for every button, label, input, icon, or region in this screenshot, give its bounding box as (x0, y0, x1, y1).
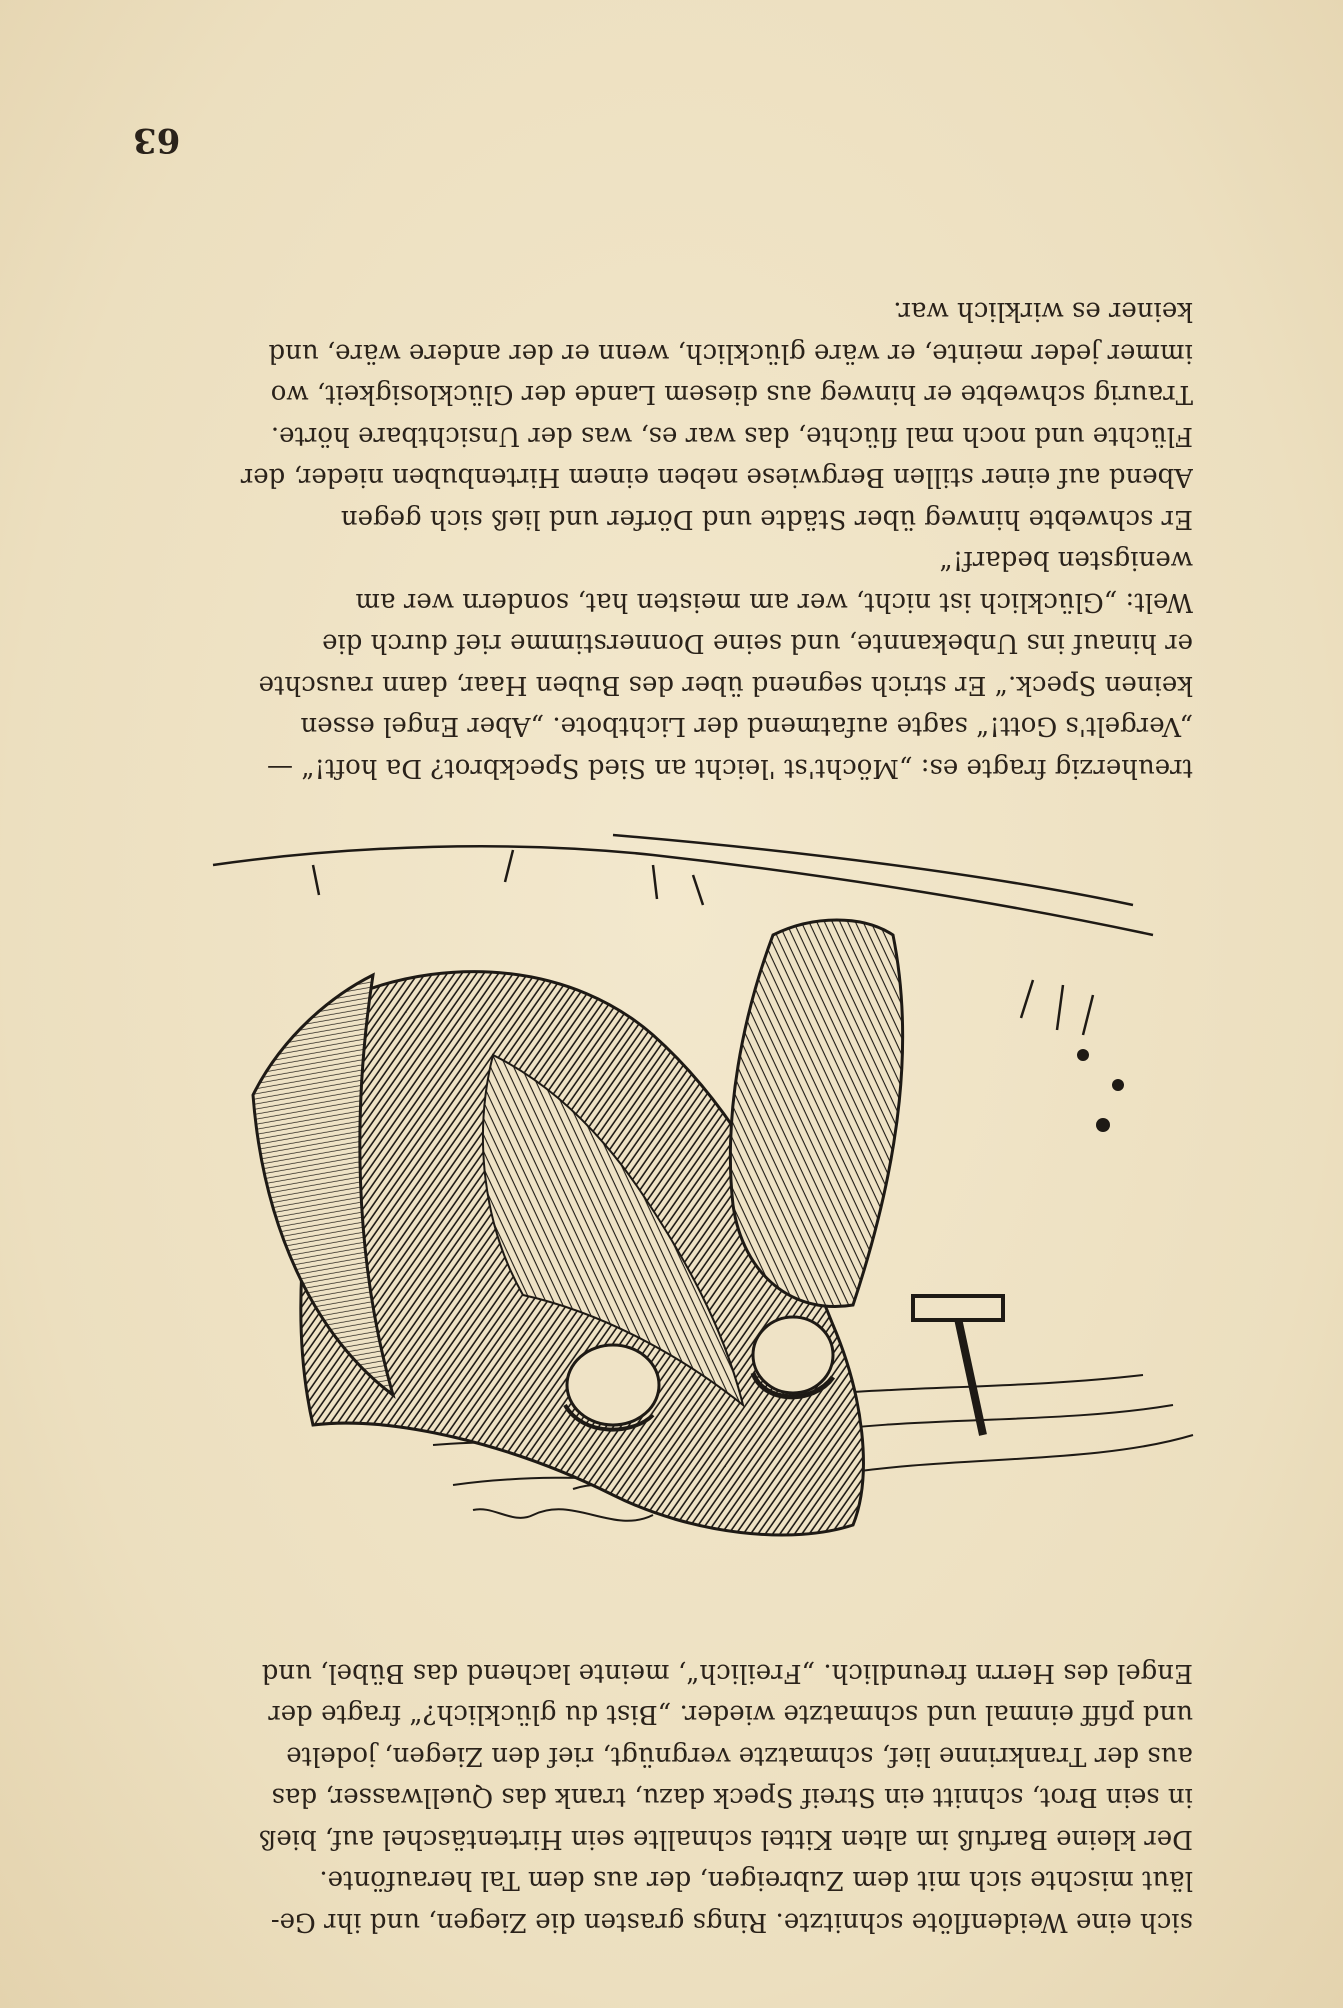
text-line: Engel des Herrn freundlich. „Freilich“, meinte lachend das Bübel, und (261, 1658, 1193, 1688)
text-line: in sein Brot, schnitt ein Streif Speck dazu, trank das Quellwasser, das (271, 1782, 1193, 1813)
text-line: Welt: „Glücklich ist nicht, wer am meisten hat, sondern wer am (355, 587, 1193, 617)
angel-head (567, 1345, 659, 1425)
text-line: sich eine Weidenflöte schnitzte. Rings grasten die Ziegen, und ihr Ge- (270, 1907, 1193, 1937)
text-line: und pfiff einmal und schmatzte wieder. „Bist du glücklich?“ fragte der (268, 1699, 1193, 1730)
text-line: keiner es wirklich war. (893, 296, 1193, 327)
text-line: wenigsten bedarf!“ (939, 545, 1193, 576)
bottom-paragraph-cont (123, 1552, 1193, 1642)
angel-and-shepherd-woodcut (143, 805, 1213, 1555)
text-line: immer jeder meinte, er wäre glücklich, wenn er der andere wäre, und (268, 338, 1193, 368)
boy-head (753, 1317, 833, 1393)
bottom-paragraph (123, 1642, 1193, 1942)
text-line: Der kleine Barfuß im alten Kittel schnallte sein Hirtentäschel auf, bieß (258, 1824, 1193, 1854)
text-line: keinen Speck.“ Er strich segnend über des Buben Haar, dann rauschte (258, 670, 1193, 700)
text-line: Traurig schwebte er hinweg aus diesem Lande der Glücklosigkeit, wo (270, 379, 1193, 410)
text-line: aus der Trankrinne lief, schmatzte vergnügt, rief den Ziegen, jodelte (286, 1741, 1193, 1771)
text-line: Flüchte und noch mal flüchte, das war es, was der Unsichtbare hörte. (270, 421, 1193, 451)
text-line: „Vergelt's Gott!“ sagte aufatmend der Lichtbote. „Aber Engel essen (300, 711, 1193, 742)
text-line: Abend auf einer stillen Bergwiese neben einem Hirtenbuben nieder, der (240, 462, 1193, 493)
page-number: 63 (133, 120, 181, 160)
staff (913, 1295, 1003, 1435)
woodcut-illustration (143, 805, 1213, 1555)
text-line: Er schwebte hinweg über Städte und Dörfer und ließ sich gegen (340, 504, 1193, 534)
text-line: läut mischte sich mit dem Zubreigen, der aus dem Tal heraufönte. (319, 1865, 1193, 1896)
upper-paragraphs (123, 228, 1193, 788)
text-line: treuherzig fragte es: „Möcht'st 'leicht an Sied Speckbrot? Da hoft!“ — (267, 753, 1193, 783)
flowers (1077, 1049, 1124, 1132)
text-line: er hinauf ins Unbekannte, und seine Donnerstimme rief durch die (322, 628, 1193, 659)
